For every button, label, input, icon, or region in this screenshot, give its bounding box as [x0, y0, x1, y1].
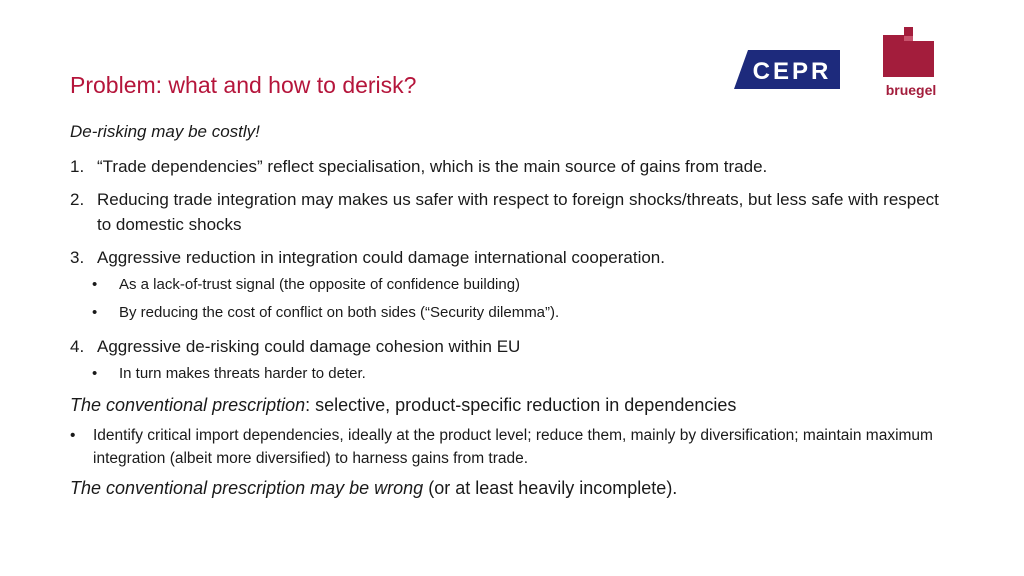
item-number: 3. [70, 248, 85, 267]
list-item [70, 245, 950, 270]
final-statement [70, 478, 950, 499]
slide-title: Problem: what and how to derisk? [70, 72, 417, 98]
sub-bullet [70, 363, 950, 385]
list-item [70, 154, 950, 179]
item-text: Aggressive reduction in integration could damage international cooperation. [97, 248, 665, 267]
item-text: Reducing trade integration may makes us safer with respect to foreign shocks/threats, but less safe with respect to domestic shocks [97, 190, 939, 234]
lead-text: De-risking may be costly! [70, 122, 260, 141]
final-rest: (or at least heavily incomplete). [423, 478, 678, 498]
prescription-bullet [70, 424, 963, 470]
sub-bullet-text: In turn makes threats harder to deter. [119, 365, 366, 382]
prescription-bullet-text: Identify critical import dependencies, ideally at the product level; reduce them, mainly by diversification; maintain maximum integration (albeit more diversified) to harness gains from trade. [93, 427, 933, 467]
list-item [70, 334, 950, 359]
cepr-logo [734, 50, 840, 89]
bullet-icon: • [92, 365, 98, 382]
sub-bullet [70, 302, 950, 324]
bullet-icon: • [92, 276, 98, 293]
prescription-heading [70, 395, 950, 416]
item-number: 4. [70, 337, 85, 356]
item-number: 2. [70, 190, 85, 209]
sub-bullet-text: As a lack-of-trust signal (the opposite of confidence building) [119, 276, 521, 293]
final-italic: The conventional prescription may be wrong [70, 478, 424, 498]
list-item [70, 187, 950, 237]
bullet-icon: • [92, 304, 98, 321]
prescription-italic: The conventional prescription [70, 395, 306, 415]
cepr-logo-text: CEPR [752, 58, 832, 85]
sub-bullet-text: By reducing the cost of conflict on both sides (“Security dilemma”). [119, 304, 560, 321]
prescription-rest: : selective, product-specific reduction in dependencies [305, 395, 737, 415]
sub-bullet [70, 274, 950, 296]
item-text: Aggressive de-risking could damage cohesion within EU [97, 337, 521, 356]
bruegel-logo-text: bruegel [885, 82, 937, 98]
item-number: 1. [70, 157, 85, 176]
item-text: “Trade dependencies” reflect specialisation, which is the main source of gains from trade. [97, 157, 768, 176]
bullet-icon: • [70, 427, 76, 444]
bruegel-logo [880, 27, 942, 99]
slide-body [70, 122, 950, 499]
